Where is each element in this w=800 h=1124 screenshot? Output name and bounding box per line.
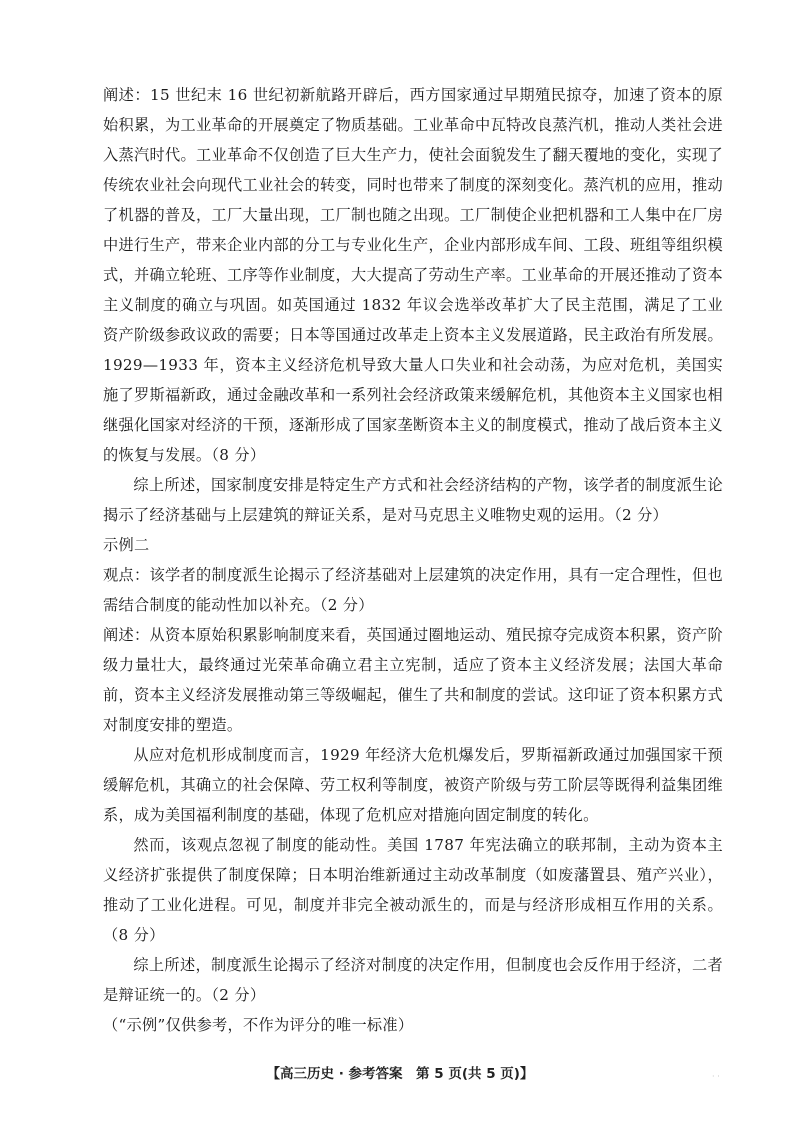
- agency-paragraph: 然而，该观点忽视了制度的能动性。美国 1787 年宪法确立的联邦制，主动为资本主义经济扩张提供了制度保障；日本明治维新通过主动改革制度（如废藩置县、殖产兴业），推动了工业化进程。可见，制度并非完全被动派生的，而是与经济形成相互作用的关系。（8 分）: [103, 836, 723, 944]
- page-footer: 【高三历史 · 参考答案 第 5 页(共 5 页)】: [266, 1066, 534, 1082]
- viewpoint-paragraph: 观点：该学者的制度派生论揭示了经济基础对上层建筑的决定作用，具有一定合理性，但也需结合制度的能动性加以补充。（2 分）: [103, 566, 723, 614]
- elaboration-paragraph-1: 阐述：15 世纪末 16 世纪初新航路开辟后，西方国家通过早期殖民掠夺，加速了资本的原始积累，为工业革命的开展奠定了物质基础。工业革命中瓦特改良蒸汽机，推动人类社会进入蒸汽时代。工业革命不仅创造了巨大生产力，使社会面貌发生了翻天覆地的变化，实现了传统农业社会向现代工业社会的转变，同时也带来了制度的深刻变化。蒸汽机的应用，推动了机器的普及，工厂大量出现，工厂制也随之出现。工厂制使企业把机器和工人集中在厂房中进行生产，带来企业内部的分工与专业化生产，企业内部形成车间、工段、班组等组织模式，并确立轮班、工序等作业制度，大大提高了劳动生产率。工业革命的开展还推动了资本主义制度的确立与巩固。如英国通过 1832 年议会选举改革扩大了民主范围，满足了工业资产阶级参政议政的需要；日本等国通过改革走上资本主义发展道路，民主政治有所发展。1929—1933 年，资本主义经济危机导致大量人口失业和社会动荡，为应对危机，美国实施了罗斯福新政，通过金融改革和一系列社会经济政策来缓解危机，其他资本主义国家也相继强化国家对经济的干预，逐渐形成了国家垄断资本主义的制度模式，推动了战后资本主义的恢复与发展。（8 分）: [103, 86, 723, 464]
- scan-dots: · ·: [712, 1072, 720, 1081]
- elaboration-paragraph-2: 阐述：从资本原始积累影响制度来看，英国通过圈地运动、殖民掠夺完成资本积累，资产阶级力量壮大，最终通过光荣革命确立君主立宪制，适应了资本主义经济发展；法国大革命前，资本主义经济发展推动第三等级崛起，催生了共和制度的尝试。这印证了资本积累方式对制度安排的塑造。: [103, 626, 723, 734]
- reference-note: （“示例”仅供参考，不作为评分的唯一标准）: [103, 1016, 414, 1034]
- conclusion-paragraph-2: 综上所述，制度派生论揭示了经济对制度的决定作用，但制度也会反作用于经济，二者是辩证统一的。（2 分）: [103, 956, 723, 1004]
- crisis-paragraph: 从应对危机形成制度而言，1929 年经济大危机爆发后，罗斯福新政通过加强国家干预缓解危机，其确立的社会保障、劳工权利等制度，被资产阶级与劳工阶层等既得利益集团维系，成为美国福利制度的基础，体现了危机应对措施向固定制度的转化。: [103, 746, 723, 824]
- conclusion-paragraph-1: 综上所述，国家制度安排是特定生产方式和社会经济结构的产物，该学者的制度派生论揭示了经济基础与上层建筑的辩证关系，是对马克思主义唯物史观的运用。（2 分）: [103, 476, 723, 524]
- answer-content: [103, 80, 723, 1040]
- example-2-heading: 示例二: [103, 536, 150, 554]
